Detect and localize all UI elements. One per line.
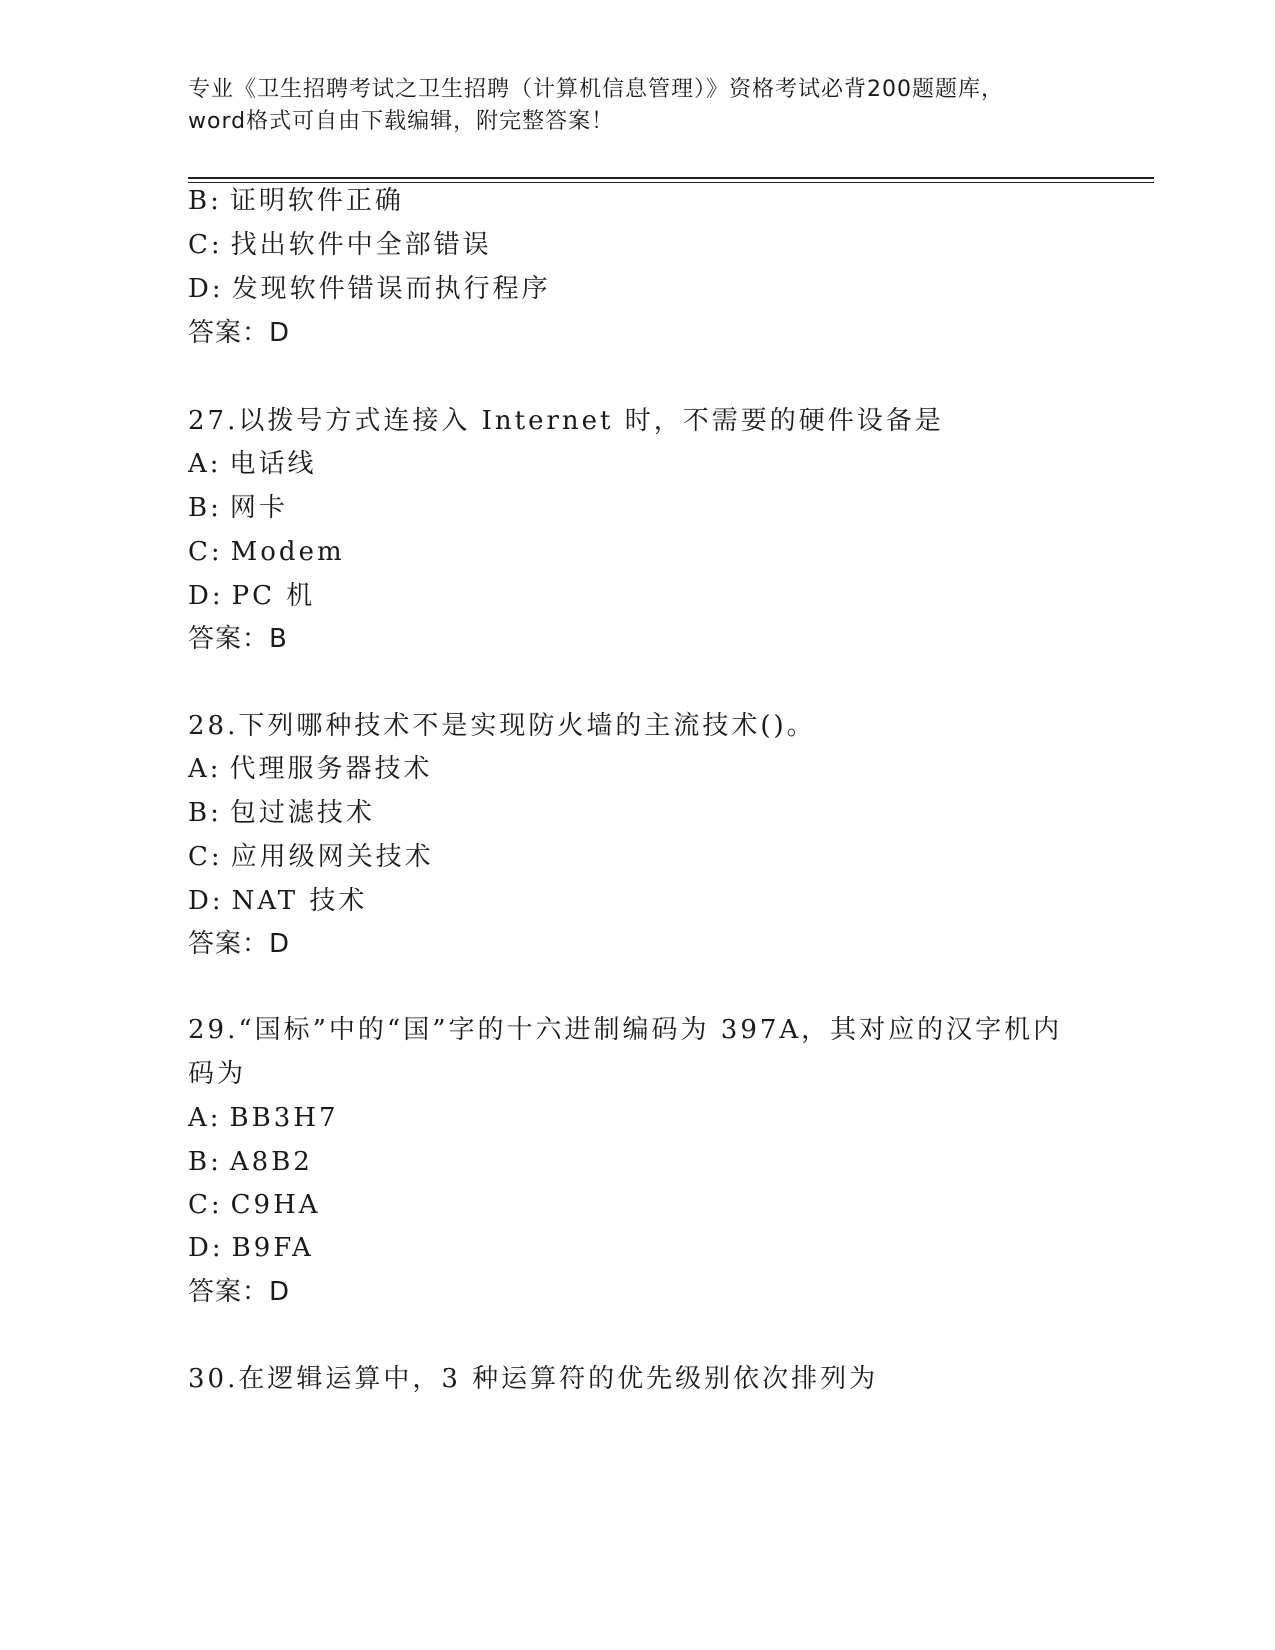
option-text: 网卡 (229, 493, 288, 523)
q27-option-a (188, 448, 317, 480)
q27-option-c (188, 536, 345, 568)
option-label: C: (188, 842, 223, 872)
option-label: B: (188, 798, 222, 828)
q28-stem: 28.下列哪种技术不是实现防火墙的主流技术()。 (188, 711, 816, 741)
option-label: C: (188, 230, 223, 260)
q27-option-b (188, 492, 288, 524)
option-label: B: (188, 493, 222, 523)
option-text: 发现软件错误而执行程序 (231, 274, 551, 304)
option-text: 找出软件中全部错误 (230, 230, 492, 260)
option-label: B: (188, 186, 222, 216)
q28-option-c (188, 841, 434, 873)
header-divider-thick (188, 177, 1154, 179)
q28-option-b (188, 797, 375, 829)
header-title-line2: word格式可自由下载编辑，附完整答案！ (188, 109, 615, 134)
option-text: 证明软件正确 (229, 186, 404, 216)
q28-answer: 答案：D (188, 929, 291, 959)
option-text: 代理服务器技术 (229, 754, 433, 784)
option-label: C: (188, 1190, 223, 1220)
q27-stem: 27.以拨号方式连接入 Internet 时，不需要的硬件设备是 (188, 406, 944, 436)
option-text: NAT 技术 (231, 886, 368, 916)
option-label: D: (188, 581, 224, 611)
option-text: 包过滤技术 (229, 798, 375, 828)
q29-option-a (188, 1102, 339, 1134)
option-text: A8B2 (229, 1147, 313, 1177)
option-text: 应用级网关技术 (230, 842, 434, 872)
header-divider-thin (188, 182, 1154, 183)
option-label: A: (188, 449, 222, 479)
option-label: D: (188, 274, 224, 304)
q26-answer: 答案：D (188, 318, 291, 348)
q27-answer: 答案：B (188, 624, 288, 654)
option-text: PC 机 (231, 581, 316, 611)
q27-option-d (188, 580, 315, 612)
option-text: 电话线 (229, 449, 317, 479)
q26-option-b (188, 185, 404, 217)
q26-option-d (188, 273, 551, 305)
q29-option-b (188, 1146, 313, 1178)
option-text: BB3H7 (229, 1103, 339, 1133)
q29-stem-line2: 码为 (188, 1059, 247, 1089)
option-label: B: (188, 1147, 222, 1177)
q29-stem-line1: 29.“国标”中的“国”字的十六进制编码为 397A，其对应的汉字机内 (188, 1015, 1063, 1045)
q29-option-c (188, 1189, 321, 1221)
document-header (188, 74, 1088, 138)
q30-stem: 30.在逻辑运算中，3 种运算符的优先级别依次排列为 (188, 1364, 879, 1394)
q28-option-d (188, 885, 367, 917)
option-text: Modem (230, 537, 345, 567)
option-label: D: (188, 1233, 224, 1263)
q26-option-c (188, 229, 492, 261)
q29-option-d (188, 1232, 314, 1264)
option-text: B9FA (231, 1233, 314, 1263)
header-title-line1: 专业《卫生招聘考试之卫生招聘（计算机信息管理）》资格考试必背200题题库， (188, 77, 1004, 102)
option-label: D: (188, 886, 224, 916)
option-label: C: (188, 537, 223, 567)
q28-option-a (188, 753, 433, 785)
option-label: A: (188, 1103, 222, 1133)
q29-answer: 答案：D (188, 1277, 291, 1307)
option-text: C9HA (230, 1190, 321, 1220)
option-label: A: (188, 754, 222, 784)
